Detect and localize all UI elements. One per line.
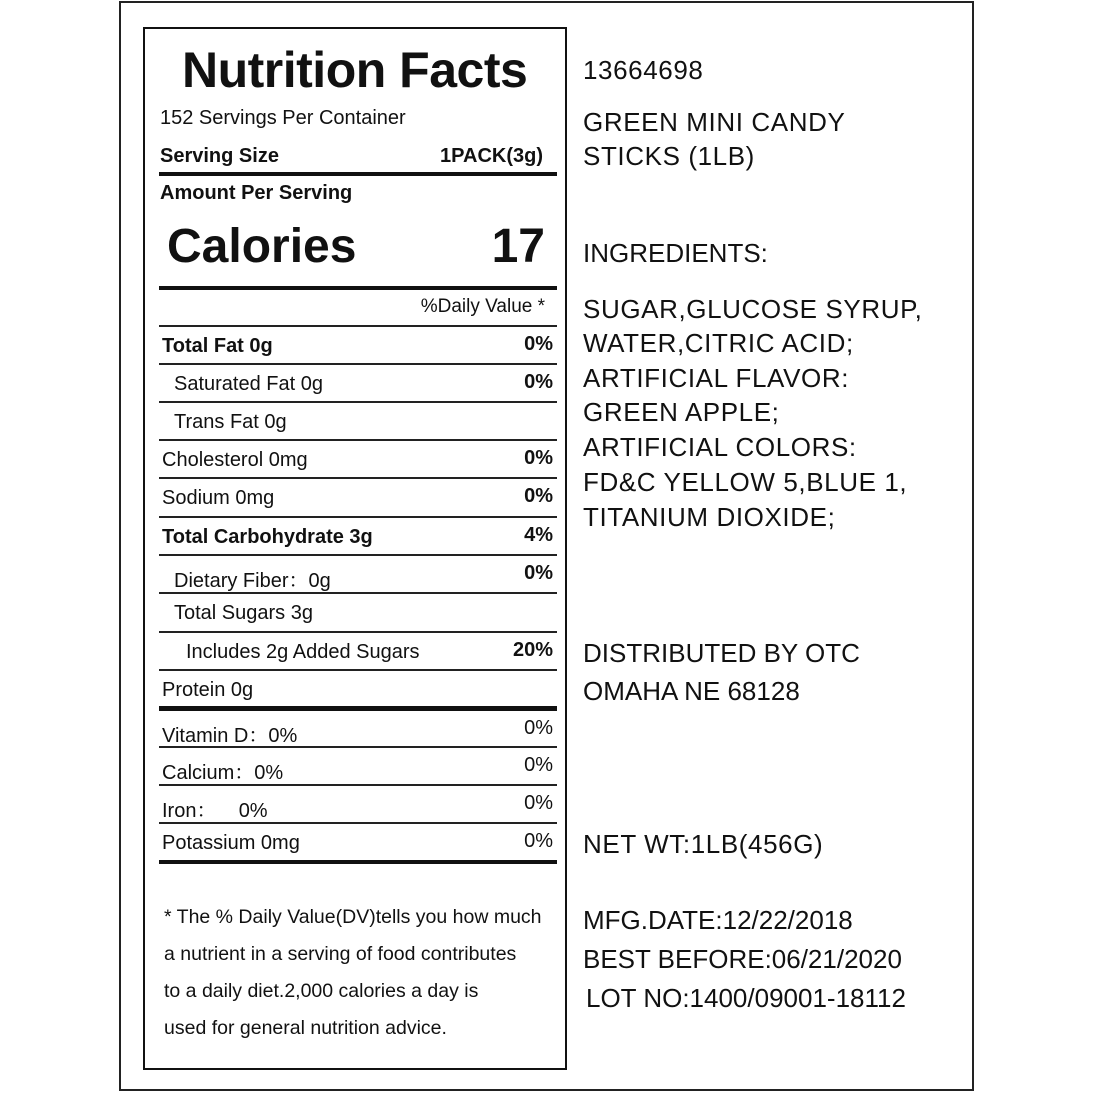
serving-size-divider (159, 172, 557, 176)
ingredients-line: SUGAR,GLUCOSE SYRUP, (583, 294, 923, 324)
mfg-date: MFG.DATE:12/22/2018 (583, 905, 853, 935)
nutrient-value: 0% (524, 333, 553, 355)
footnote-line: a nutrient in a serving of food contributes (164, 943, 517, 965)
calories-value: 17 (491, 220, 545, 273)
ingredients-line: ARTIFICIAL COLORS: (583, 432, 857, 462)
vitamin-row-vitamin-d (159, 706, 557, 747)
vitamin-label: Potassium 0mg (162, 832, 300, 854)
product-name-line2: STICKS (1LB) (583, 141, 755, 171)
nutrient-row-cholesterol (159, 439, 557, 477)
nutrient-row-trans-fat (159, 401, 557, 439)
ingredients-line: GREEN APPLE; (583, 397, 780, 427)
vitamin-label: Vitamin D：0% (162, 725, 298, 747)
nutrient-value: 0% (524, 485, 553, 507)
net-weight: NET WT:1LB(456G) (583, 829, 824, 859)
nutrient-label: Saturated Fat 0g (174, 373, 323, 395)
ingredients-line: FD&C YELLOW 5,BLUE 1, (583, 467, 908, 497)
best-before: BEST BEFORE:06/21/2020 (583, 944, 902, 974)
product-name-line1: GREEN MINI CANDY (583, 107, 846, 137)
serving-size-label: Serving Size (160, 145, 279, 167)
nutrient-value: 0% (524, 371, 553, 393)
amount-per-serving: Amount Per Serving (160, 182, 353, 204)
vitamin-value: 0% (524, 717, 553, 739)
vitamin-label: Calcium：0% (162, 762, 284, 784)
serving-size-value: 1PACK(3g) (440, 145, 543, 167)
item-number: 13664698 (583, 55, 704, 85)
footnote-line: * The % Daily Value(DV)tells you how much (164, 906, 542, 928)
ingredients-line: TITANIUM DIOXIDE; (583, 502, 836, 532)
daily-value-header: %Daily Value * (420, 296, 545, 317)
nutrient-row-added-sugars (159, 631, 557, 669)
nutrient-row-total-sugars (159, 592, 557, 630)
nutrient-value: 20% (512, 639, 553, 661)
footnote-line: to a daily diet.2,000 calories a day is (164, 980, 479, 1002)
servings-per-container: 152 Servings Per Container (160, 107, 406, 129)
footnote-line: used for general nutrition advice. (164, 1017, 447, 1039)
nutrition-facts-panel (143, 27, 567, 1070)
vitamin-value: 0% (524, 754, 553, 776)
calories-label: Calories (167, 220, 357, 273)
nutrition-facts-title: Nutrition Facts (182, 42, 528, 98)
vitamin-row-iron (159, 784, 557, 822)
nutrient-row-total-fat (159, 325, 557, 363)
vitamin-row-potassium (159, 822, 557, 860)
nutrient-row-total-carbohydrate (159, 516, 557, 554)
ingredients-line: ARTIFICIAL FLAVOR: (583, 363, 850, 393)
nutrient-label: Dietary Fiber：0g (174, 570, 331, 592)
nutrient-label: Total Sugars 3g (174, 602, 313, 624)
nutrient-row-saturated-fat (159, 363, 557, 401)
vitamin-row-calcium (159, 746, 557, 784)
nutrient-label: Total Fat 0g (162, 335, 273, 357)
vitamin-value: 0% (524, 830, 553, 852)
nutrient-label: Total Carbohydrate 3g (162, 526, 373, 548)
calories-divider (159, 286, 557, 290)
vitamin-value: 0% (524, 792, 553, 814)
ingredients-header: INGREDIENTS: (583, 238, 768, 268)
nutrient-value: 0% (524, 562, 553, 584)
daily-value-footnote (164, 899, 564, 1047)
nutrient-value: 0% (524, 447, 553, 469)
nutrient-value: 4% (524, 524, 553, 546)
nutrient-row-protein (159, 669, 557, 707)
nutrient-label: Trans Fat 0g (174, 411, 287, 433)
nutrient-row-sodium (159, 477, 557, 515)
ingredients-line: WATER,CITRIC ACID; (583, 328, 854, 358)
nutrient-label: Includes 2g Added Sugars (186, 641, 420, 663)
nutrient-row-dietary-fiber (159, 554, 557, 592)
nutrient-label: Protein 0g (162, 679, 254, 701)
nutrient-label: Cholesterol 0mg (162, 449, 308, 471)
lot-number: LOT NO:1400/09001-18112 (586, 983, 906, 1013)
distributor-line2: OMAHA NE 68128 (583, 676, 800, 706)
distributor-line1: DISTRIBUTED BY OTC (583, 638, 860, 668)
nutrient-label: Sodium 0mg (162, 487, 275, 509)
vitamins-divider (159, 860, 557, 864)
vitamin-label: Iron： 0% (162, 800, 268, 822)
